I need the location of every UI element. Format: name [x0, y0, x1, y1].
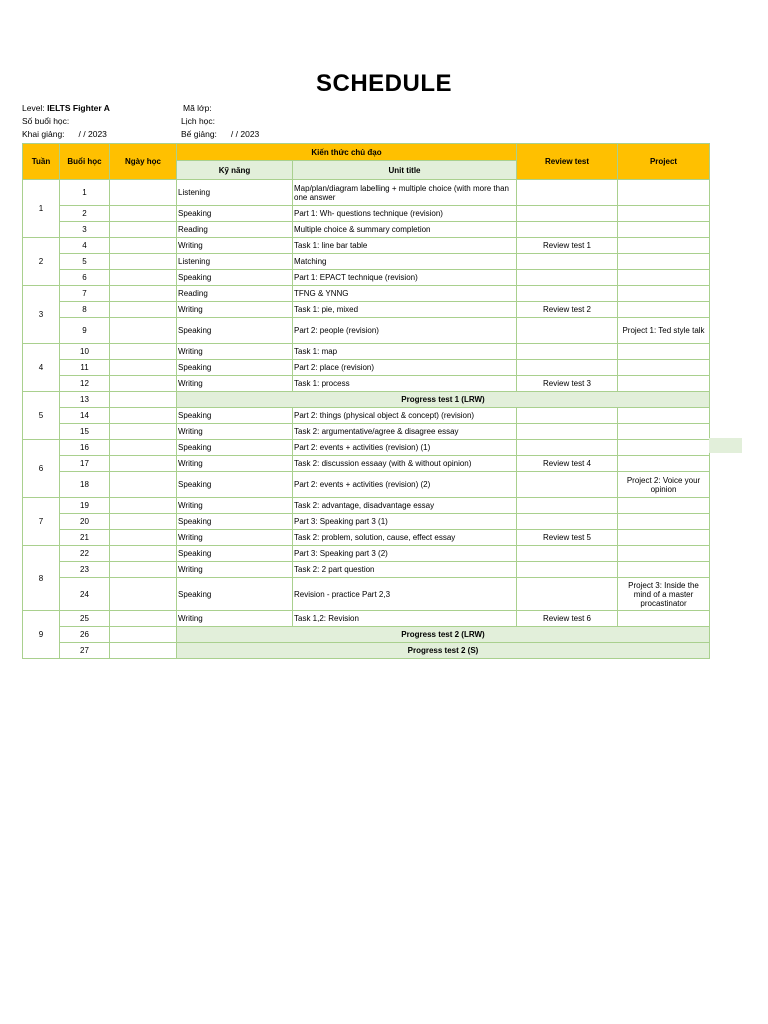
review-test-cell — [517, 498, 618, 514]
table-row — [23, 472, 710, 498]
class-code-line — [181, 102, 259, 115]
date-cell — [110, 302, 177, 318]
date-cell — [110, 643, 177, 659]
header-unit-title: Unit title — [293, 161, 517, 180]
header-week: Tuần — [23, 144, 60, 180]
unit-title-cell: Map/plan/diagram labelling + multiple choice (with more than one answer — [293, 180, 517, 206]
unit-title-cell: Task 1: pie, mixed — [293, 302, 517, 318]
schedule-label: Lịch học: — [181, 116, 216, 126]
review-test-cell — [517, 514, 618, 530]
table-row — [23, 318, 710, 344]
date-cell — [110, 180, 177, 206]
session-cell: 27 — [60, 643, 110, 659]
date-cell — [110, 318, 177, 344]
header-session: Buổi học — [60, 144, 110, 180]
unit-title-cell: Part 2: place (revision) — [293, 360, 517, 376]
session-cell: 22 — [60, 546, 110, 562]
table-row — [23, 643, 710, 659]
session-cell: 11 — [60, 360, 110, 376]
project-cell — [618, 498, 710, 514]
skill-cell: Writing — [177, 238, 293, 254]
table-row — [23, 546, 710, 562]
unit-title-cell: Part 2: events + activities (revision) (1) — [293, 440, 517, 456]
review-test-cell — [517, 344, 618, 360]
review-test-cell — [517, 254, 618, 270]
session-cell: 4 — [60, 238, 110, 254]
table-row — [23, 376, 710, 392]
table-row — [23, 408, 710, 424]
session-cell: 16 — [60, 440, 110, 456]
review-test-cell: Review test 6 — [517, 611, 618, 627]
date-cell — [110, 206, 177, 222]
unit-title-cell: Task 2: discussion essaay (with & without opinion) — [293, 456, 517, 472]
unit-title-cell: Matching — [293, 254, 517, 270]
session-cell: 24 — [60, 578, 110, 611]
table-row — [23, 456, 710, 472]
week-cell: 1 — [23, 180, 60, 238]
unit-title-cell: Task 1,2: Revision — [293, 611, 517, 627]
session-cell: 20 — [60, 514, 110, 530]
unit-title-cell: Task 2: argumentative/agree & disagree essay — [293, 424, 517, 440]
session-cell: 17 — [60, 456, 110, 472]
unit-title-cell: Part 1: EPACT technique (revision) — [293, 270, 517, 286]
unit-title-cell: Task 1: map — [293, 344, 517, 360]
end-line — [181, 128, 259, 141]
progress-test-cell: Progress test 2 (S) — [177, 643, 710, 659]
session-cell: 19 — [60, 498, 110, 514]
date-cell — [110, 408, 177, 424]
table-row — [23, 498, 710, 514]
table-row — [23, 578, 710, 611]
table-row — [23, 222, 710, 238]
stray-highlight-cell — [709, 438, 742, 453]
header-skill: Kỹ năng — [177, 161, 293, 180]
session-cell: 26 — [60, 627, 110, 643]
project-cell — [618, 440, 710, 456]
skill-cell: Writing — [177, 498, 293, 514]
session-cell: 6 — [60, 270, 110, 286]
schedule-body — [23, 180, 710, 659]
header-main-knowledge: Kiến thức chủ đạo — [177, 144, 517, 161]
project-cell: Project 2: Voice your opinion — [618, 472, 710, 498]
skill-cell: Speaking — [177, 360, 293, 376]
class-code-label: Mã lớp: — [183, 103, 212, 113]
date-cell — [110, 270, 177, 286]
project-cell — [618, 360, 710, 376]
review-test-cell — [517, 222, 618, 238]
date-cell — [110, 344, 177, 360]
date-cell — [110, 424, 177, 440]
project-cell — [618, 302, 710, 318]
skill-cell: Listening — [177, 254, 293, 270]
skill-cell: Speaking — [177, 472, 293, 498]
week-cell: 3 — [23, 286, 60, 344]
table-row — [23, 562, 710, 578]
project-cell — [618, 530, 710, 546]
table-row — [23, 360, 710, 376]
level-label: Level: — [22, 103, 45, 113]
table-row — [23, 424, 710, 440]
review-test-cell — [517, 318, 618, 344]
review-test-cell — [517, 562, 618, 578]
unit-title-cell: Part 2: things (physical object & concept) (revision) — [293, 408, 517, 424]
unit-title-cell: Task 1: line bar table — [293, 238, 517, 254]
progress-test-cell: Progress test 2 (LRW) — [177, 627, 710, 643]
date-cell — [110, 472, 177, 498]
project-cell — [618, 286, 710, 302]
project-cell: Project 3: Inside the mind of a master procastinator — [618, 578, 710, 611]
project-cell — [618, 180, 710, 206]
date-cell — [110, 360, 177, 376]
project-cell — [618, 222, 710, 238]
date-cell — [110, 627, 177, 643]
session-cell: 2 — [60, 206, 110, 222]
session-cell: 15 — [60, 424, 110, 440]
project-cell — [618, 376, 710, 392]
project-cell — [618, 514, 710, 530]
start-line — [22, 128, 110, 141]
table-row — [23, 302, 710, 318]
start-label: Khai giảng: — [22, 129, 65, 139]
unit-title-cell: TFNG & YNNG — [293, 286, 517, 302]
table-row — [23, 344, 710, 360]
week-cell: 4 — [23, 344, 60, 392]
week-cell: 5 — [23, 392, 60, 440]
unit-title-cell: Part 2: events + activities (revision) (2) — [293, 472, 517, 498]
review-test-cell: Review test 5 — [517, 530, 618, 546]
review-test-cell — [517, 360, 618, 376]
date-cell — [110, 611, 177, 627]
skill-cell: Writing — [177, 530, 293, 546]
table-row — [23, 440, 710, 456]
sessions-line — [22, 115, 110, 128]
review-test-cell — [517, 180, 618, 206]
skill-cell: Writing — [177, 376, 293, 392]
unit-title-cell: Task 2: advantage, disadvantage essay — [293, 498, 517, 514]
page-title: SCHEDULE — [315, 70, 452, 97]
skill-cell: Speaking — [177, 514, 293, 530]
unit-title-cell: Part 3: Speaking part 3 (1) — [293, 514, 517, 530]
table-row — [23, 238, 710, 254]
skill-cell: Writing — [177, 424, 293, 440]
project-cell: Project 1: Ted style talk — [618, 318, 710, 344]
skill-cell: Listening — [177, 180, 293, 206]
table-row — [23, 392, 710, 408]
skill-cell: Writing — [177, 344, 293, 360]
date-cell — [110, 440, 177, 456]
session-cell: 12 — [60, 376, 110, 392]
project-cell — [618, 424, 710, 440]
unit-title-cell: Part 1: Wh- questions technique (revision) — [293, 206, 517, 222]
review-test-cell — [517, 578, 618, 611]
date-cell — [110, 222, 177, 238]
unit-title-cell: Task 1: process — [293, 376, 517, 392]
review-test-cell — [517, 424, 618, 440]
table-row — [23, 286, 710, 302]
week-cell: 2 — [23, 238, 60, 286]
skill-cell: Writing — [177, 562, 293, 578]
unit-title-cell: Multiple choice & summary completion — [293, 222, 517, 238]
date-cell — [110, 392, 177, 408]
review-test-cell: Review test 4 — [517, 456, 618, 472]
session-cell: 25 — [60, 611, 110, 627]
schedule-line — [181, 115, 259, 128]
skill-cell: Speaking — [177, 546, 293, 562]
skill-cell: Speaking — [177, 408, 293, 424]
end-value: / / 2023 — [230, 129, 260, 139]
schedule-table — [22, 143, 710, 659]
date-cell — [110, 254, 177, 270]
sessions-label: Số buổi học: — [22, 116, 70, 126]
date-cell — [110, 546, 177, 562]
project-cell — [618, 562, 710, 578]
review-test-cell — [517, 408, 618, 424]
table-row — [23, 206, 710, 222]
project-cell — [618, 206, 710, 222]
header-review-test: Review test — [517, 144, 618, 180]
date-cell — [110, 514, 177, 530]
level-value: IELTS Fighter A — [47, 103, 110, 113]
date-cell — [110, 578, 177, 611]
session-cell: 7 — [60, 286, 110, 302]
table-row — [23, 180, 710, 206]
meta-right — [181, 102, 259, 141]
header-date: Ngày học — [110, 144, 177, 180]
date-cell — [110, 286, 177, 302]
table-row — [23, 627, 710, 643]
skill-cell: Speaking — [177, 578, 293, 611]
unit-title-cell: Part 2: people (revision) — [293, 318, 517, 344]
skill-cell: Speaking — [177, 270, 293, 286]
project-cell — [618, 611, 710, 627]
session-cell: 5 — [60, 254, 110, 270]
date-cell — [110, 238, 177, 254]
project-cell — [618, 238, 710, 254]
unit-title-cell: Revision - practice Part 2,3 — [293, 578, 517, 611]
session-cell: 8 — [60, 302, 110, 318]
date-cell — [110, 376, 177, 392]
review-test-cell: Review test 1 — [517, 238, 618, 254]
review-test-cell — [517, 440, 618, 456]
table-row — [23, 530, 710, 546]
unit-title-cell: Task 2: 2 part question — [293, 562, 517, 578]
project-cell — [618, 456, 710, 472]
skill-cell: Reading — [177, 286, 293, 302]
week-cell: 9 — [23, 611, 60, 659]
session-cell: 1 — [60, 180, 110, 206]
week-cell: 6 — [23, 440, 60, 498]
session-cell: 9 — [60, 318, 110, 344]
session-cell: 23 — [60, 562, 110, 578]
session-cell: 21 — [60, 530, 110, 546]
review-test-cell: Review test 2 — [517, 302, 618, 318]
start-value: / / 2023 — [78, 129, 107, 139]
progress-test-cell: Progress test 1 (LRW) — [177, 392, 710, 408]
project-cell — [618, 408, 710, 424]
date-cell — [110, 562, 177, 578]
week-cell: 8 — [23, 546, 60, 611]
review-test-cell — [517, 472, 618, 498]
skill-cell: Speaking — [177, 206, 293, 222]
skill-cell: Speaking — [177, 440, 293, 456]
review-test-cell: Review test 3 — [517, 376, 618, 392]
table-row — [23, 270, 710, 286]
skill-cell: Speaking — [177, 318, 293, 344]
session-cell: 10 — [60, 344, 110, 360]
meta-left — [22, 102, 110, 141]
review-test-cell — [517, 270, 618, 286]
session-cell: 14 — [60, 408, 110, 424]
project-cell — [618, 344, 710, 360]
unit-title-cell: Part 3: Speaking part 3 (2) — [293, 546, 517, 562]
review-test-cell — [517, 546, 618, 562]
session-cell: 13 — [60, 392, 110, 408]
table-row — [23, 611, 710, 627]
skill-cell: Writing — [177, 302, 293, 318]
skill-cell: Writing — [177, 611, 293, 627]
project-cell — [618, 546, 710, 562]
header-project: Project — [618, 144, 710, 180]
table-row — [23, 254, 710, 270]
skill-cell: Reading — [177, 222, 293, 238]
review-test-cell — [517, 206, 618, 222]
unit-title-cell: Task 2: problem, solution, cause, effect essay — [293, 530, 517, 546]
date-cell — [110, 530, 177, 546]
review-test-cell — [517, 286, 618, 302]
session-cell: 18 — [60, 472, 110, 498]
level-line — [22, 102, 110, 115]
table-row — [23, 514, 710, 530]
date-cell — [110, 456, 177, 472]
date-cell — [110, 498, 177, 514]
skill-cell: Writing — [177, 456, 293, 472]
project-cell — [618, 254, 710, 270]
session-cell: 3 — [60, 222, 110, 238]
end-label: Bế giảng: — [181, 129, 217, 139]
project-cell — [618, 270, 710, 286]
week-cell: 7 — [23, 498, 60, 546]
